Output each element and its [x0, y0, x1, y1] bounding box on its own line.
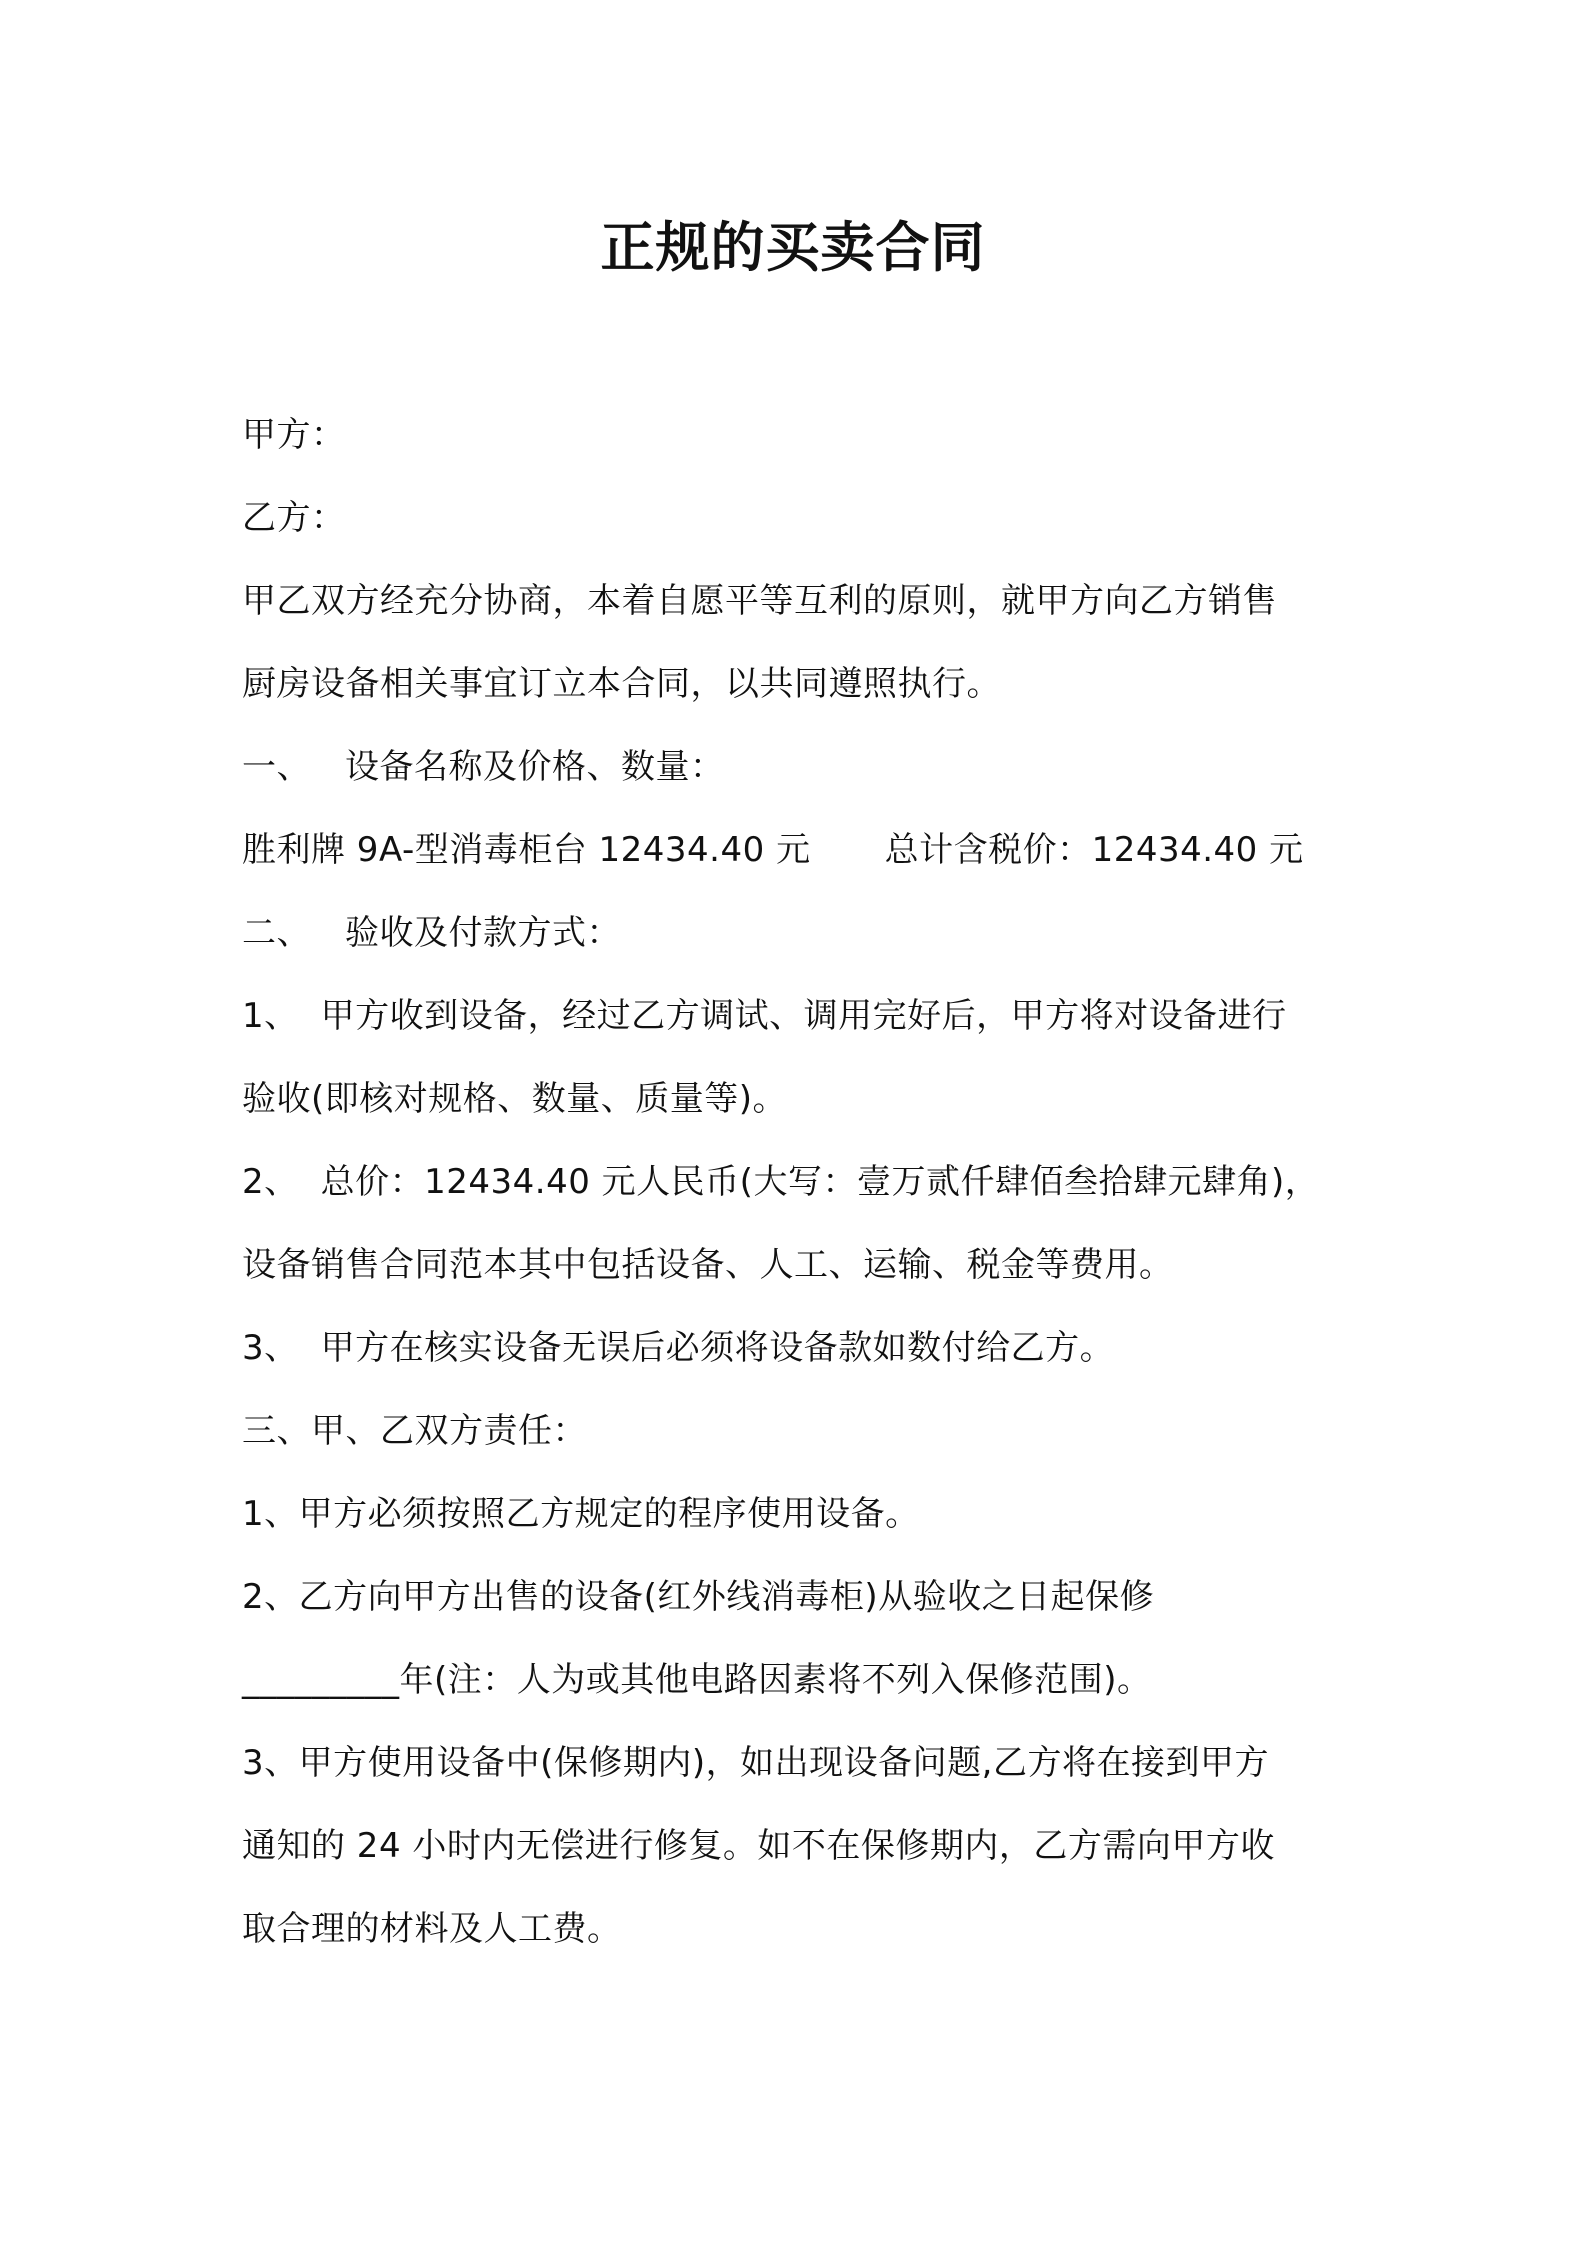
s3-item-3-line-3: 取合理的材料及人工费。 — [242, 1909, 622, 1949]
intro-line-2: 厨房设备相关事宜订立本合同，以共同遵照执行。 — [242, 664, 1001, 704]
s3-item-2-line-1: 2、乙方向甲方出售的设备(红外线消毒柜)从验收之日起保修 — [242, 1577, 1155, 1617]
section-1-number: 一、 — [242, 747, 311, 787]
s2-item-3-number: 3、 — [242, 1328, 299, 1368]
equipment-line — [242, 827, 1372, 910]
equipment-item: 胜利牌 9A-型消毒柜台 12434.40 元 — [242, 830, 811, 870]
s3-item-3-line-2: 通知的 24 小时内无偿进行修复。如不在保修期内，乙方需向甲方收 — [242, 1826, 1275, 1866]
section-2-heading — [242, 910, 1372, 993]
s2-item-1-line-1 — [242, 993, 1372, 1076]
intro-line-1: 甲乙双方经充分协商，本着自愿平等互利的原则，就甲方向乙方销售 — [242, 581, 1277, 621]
section-1-title: 设备名称及价格、数量： — [345, 747, 725, 787]
s2-item-1-line-2: 验收(即核对规格、数量、质量等)。 — [242, 1079, 788, 1119]
document-title: 正规的买卖合同 — [600, 216, 986, 279]
section-2-title: 验收及付款方式： — [345, 913, 621, 953]
s3-item-1: 1、甲方必须按照乙方规定的程序使用设备。 — [242, 1494, 920, 1534]
s2-item-2-line-2: 设备销售合同范本其中包括设备、人工、运输、税金等费用。 — [242, 1245, 1174, 1285]
s3-item-2-line-2: _________年(注：人为或其他电路因素将不列入保修范围)。 — [242, 1660, 1152, 1700]
equipment-total: 总计含税价：12434.40 元 — [884, 830, 1304, 870]
s2-item-2-text: 总价：12434.40 元人民币(大写：壹万贰仟肆佰叁拾肆元肆角)， — [320, 1162, 1320, 1202]
s2-item-1-number: 1、 — [242, 996, 299, 1036]
document-body — [242, 412, 1372, 1989]
section-1-heading — [242, 744, 1372, 827]
s2-item-1-text: 甲方收到设备，经过乙方调试、调用完好后，甲方将对设备进行 — [320, 996, 1287, 1036]
s3-item-3-line-1: 3、甲方使用设备中(保修期内)，如出现设备问题,乙方将在接到甲方 — [242, 1743, 1269, 1783]
s2-item-2-number: 2、 — [242, 1162, 299, 1202]
section-3-heading: 三、甲、乙双方责任： — [242, 1411, 587, 1451]
s2-item-3-line-1 — [242, 1325, 1372, 1408]
party-b-line: 乙方： — [242, 498, 346, 538]
section-2-number: 二、 — [242, 913, 311, 953]
party-a-line: 甲方： — [242, 415, 346, 455]
s2-item-3-text: 甲方在核实设备无误后必须将设备款如数付给乙方。 — [320, 1328, 1115, 1368]
s2-item-2-line-1 — [242, 1159, 1372, 1242]
